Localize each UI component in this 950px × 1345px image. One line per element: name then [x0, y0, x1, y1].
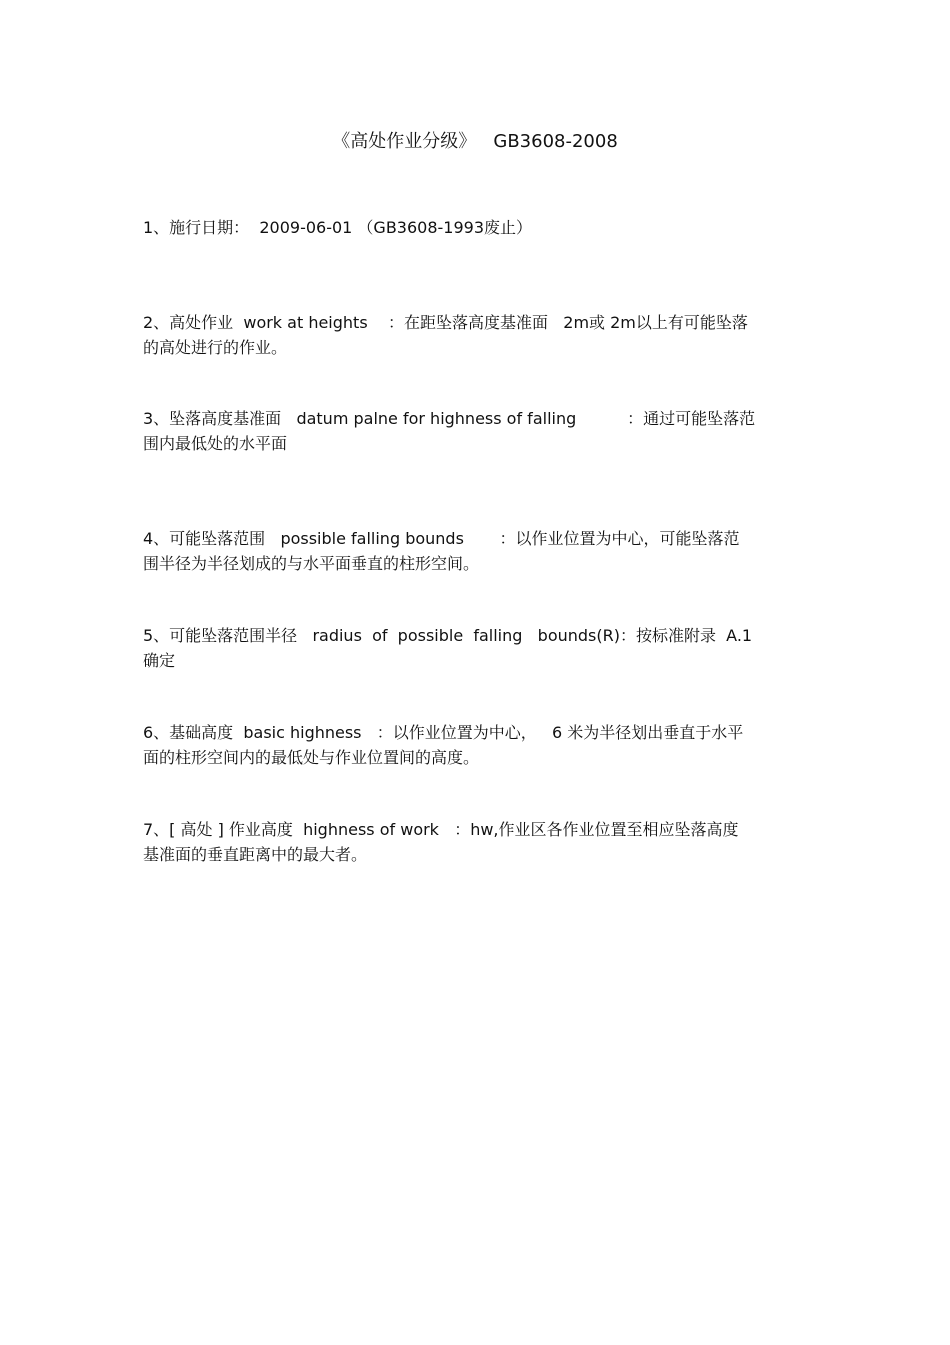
clause-7-line-1: 7、[ 高处 ] 作业高度 highness of work ：hw,作业区各作业位置至相应坠落高度 [143, 820, 739, 839]
clause-5 [143, 623, 808, 673]
clause-2-line-2: 的高处进行的作业。 [143, 338, 288, 357]
clause-2-line-1: 2、高处作业 work at heights ：在距坠落高度基准面 2m或 2m以上有可能坠落 [143, 313, 748, 332]
clause-1-line-1: 1、施行日期： 2009-06-01 （GB3608-1993废止） [143, 218, 533, 237]
clause-3-line-2: 围内最低处的水平面 [143, 434, 288, 453]
clause-4 [143, 526, 808, 576]
clause-4-line-2: 围半径为半径划成的与水平面垂直的柱形空间。 [143, 554, 480, 573]
clause-5-line-1: 5、可能坠落范围半径 radius of possible falling bounds(R)：按标准附录 A.1 [143, 626, 753, 645]
clause-3 [143, 406, 808, 456]
clause-1 [143, 215, 808, 240]
clause-4-line-1: 4、可能坠落范围 possible falling bounds ：以作业位置为中心，可能坠落范 [143, 529, 740, 548]
clause-7-line-2: 基准面的垂直距离中的最大者。 [143, 845, 368, 864]
clause-6-line-2: 面的柱形空间内的最低处与作业位置间的高度。 [143, 748, 480, 767]
clause-7 [143, 817, 808, 867]
clause-5-line-2: 确定 [143, 651, 176, 670]
document-title: 《高处作业分级》 GB3608-2008 [332, 131, 618, 152]
clause-2 [143, 310, 808, 360]
clause-3-line-1: 3、坠落高度基准面 datum palne for highness of falling ：通过可能坠落范 [143, 409, 756, 428]
clause-6 [143, 720, 808, 770]
clause-6-line-1: 6、基础高度 basic highness ：以作业位置为中心， 6 米为半径划出垂直于水平 [143, 723, 744, 742]
